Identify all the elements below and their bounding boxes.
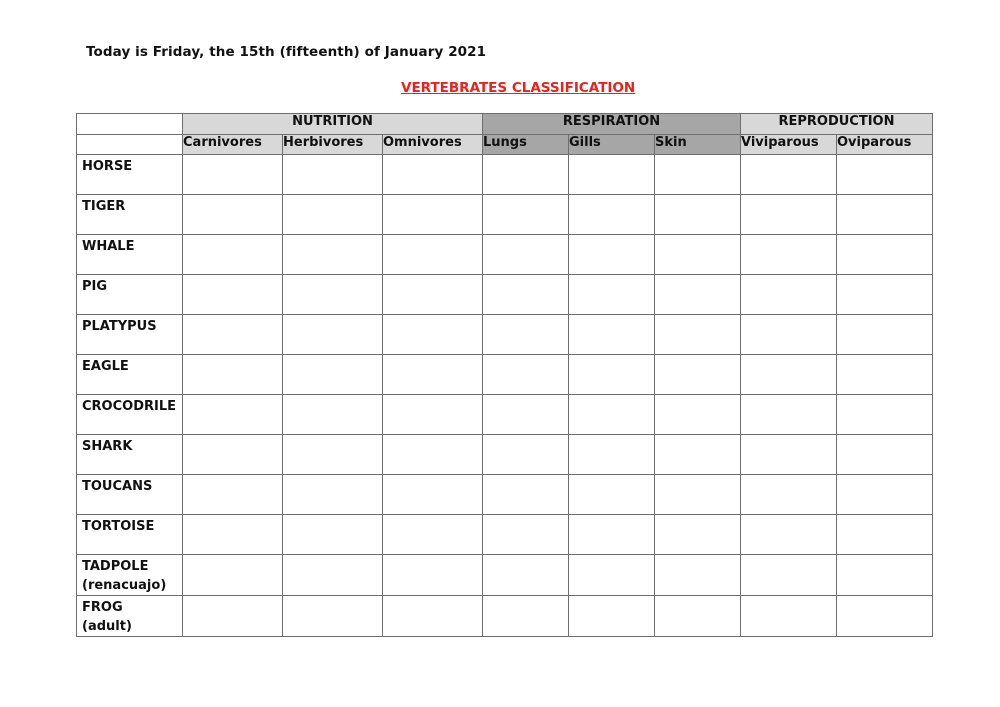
table-row xyxy=(77,475,933,515)
answer-cell-lungs[interactable] xyxy=(483,355,569,395)
table-body xyxy=(77,155,933,637)
answer-cell-oviparous[interactable] xyxy=(837,155,933,195)
classification-table xyxy=(76,113,933,637)
answer-cell-viviparous[interactable] xyxy=(741,555,837,596)
answer-cell-lungs[interactable] xyxy=(483,315,569,355)
answer-cell-omnivores[interactable] xyxy=(383,155,483,195)
answer-cell-oviparous[interactable] xyxy=(837,596,933,637)
column-header-oviparous: Oviparous xyxy=(837,135,933,155)
answer-cell-gills[interactable] xyxy=(569,275,655,315)
answer-cell-skin[interactable] xyxy=(655,475,741,515)
group-header-nutrition: NUTRITION xyxy=(183,114,483,135)
answer-cell-herbivores[interactable] xyxy=(283,155,383,195)
answer-cell-lungs[interactable] xyxy=(483,395,569,435)
corner-cell-lower xyxy=(77,135,183,155)
answer-cell-herbivores[interactable] xyxy=(283,596,383,637)
answer-cell-skin[interactable] xyxy=(655,315,741,355)
answer-cell-omnivores[interactable] xyxy=(383,315,483,355)
animal-label xyxy=(77,515,183,555)
answer-cell-gills[interactable] xyxy=(569,235,655,275)
answer-cell-viviparous[interactable] xyxy=(741,596,837,637)
answer-cell-viviparous[interactable] xyxy=(741,275,837,315)
column-header-lungs: Lungs xyxy=(483,135,569,155)
animal-name: SHARK xyxy=(82,439,133,454)
answer-cell-lungs[interactable] xyxy=(483,235,569,275)
answer-cell-carnivores[interactable] xyxy=(183,475,283,515)
answer-cell-lungs[interactable] xyxy=(483,555,569,596)
answer-cell-lungs[interactable] xyxy=(483,475,569,515)
answer-cell-gills[interactable] xyxy=(569,355,655,395)
answer-cell-omnivores[interactable] xyxy=(383,275,483,315)
answer-cell-gills[interactable] xyxy=(569,555,655,596)
table-row xyxy=(77,235,933,275)
answer-cell-oviparous[interactable] xyxy=(837,395,933,435)
answer-cell-carnivores[interactable] xyxy=(183,315,283,355)
answer-cell-oviparous[interactable] xyxy=(837,275,933,315)
column-header-viviparous: Viviparous xyxy=(741,135,837,155)
answer-cell-skin[interactable] xyxy=(655,355,741,395)
answer-cell-omnivores[interactable] xyxy=(383,515,483,555)
answer-cell-herbivores[interactable] xyxy=(283,555,383,596)
answer-cell-viviparous[interactable] xyxy=(741,155,837,195)
answer-cell-lungs[interactable] xyxy=(483,596,569,637)
answer-cell-oviparous[interactable] xyxy=(837,475,933,515)
answer-cell-herbivores[interactable] xyxy=(283,275,383,315)
corner-cell xyxy=(77,114,183,135)
table-row xyxy=(77,596,933,637)
answer-cell-viviparous[interactable] xyxy=(741,475,837,515)
answer-cell-lungs[interactable] xyxy=(483,435,569,475)
answer-cell-herbivores[interactable] xyxy=(283,435,383,475)
answer-cell-skin[interactable] xyxy=(655,275,741,315)
answer-cell-herbivores[interactable] xyxy=(283,475,383,515)
table-row xyxy=(77,315,933,355)
animal-label xyxy=(77,235,183,275)
answer-cell-oviparous[interactable] xyxy=(837,555,933,596)
answer-cell-herbivores[interactable] xyxy=(283,395,383,435)
answer-cell-herbivores[interactable] xyxy=(283,195,383,235)
animal-name: TIGER xyxy=(82,199,126,214)
animal-name: FROG (adult) xyxy=(82,600,132,634)
answer-cell-skin[interactable] xyxy=(655,195,741,235)
answer-cell-gills[interactable] xyxy=(569,435,655,475)
group-header-reproduction: REPRODUCTION xyxy=(741,114,933,135)
answer-cell-omnivores[interactable] xyxy=(383,355,483,395)
table-row xyxy=(77,155,933,195)
animal-label xyxy=(77,275,183,315)
animal-label xyxy=(77,355,183,395)
animal-name: CROCODRILE xyxy=(82,399,176,414)
animal-name: TORTOISE xyxy=(82,519,155,534)
answer-cell-gills[interactable] xyxy=(569,395,655,435)
animal-label xyxy=(77,555,183,596)
answer-cell-lungs[interactable] xyxy=(483,275,569,315)
answer-cell-skin[interactable] xyxy=(655,155,741,195)
animal-label xyxy=(77,395,183,435)
column-header-herbivores: Herbivores xyxy=(283,135,383,155)
answer-cell-gills[interactable] xyxy=(569,195,655,235)
answer-cell-herbivores[interactable] xyxy=(283,235,383,275)
column-header-carnivores: Carnivores xyxy=(183,135,283,155)
animal-name: PLATYPUS xyxy=(82,319,157,334)
answer-cell-omnivores[interactable] xyxy=(383,596,483,637)
animal-note: (renacuajo) xyxy=(82,578,167,593)
answer-cell-carnivores[interactable] xyxy=(183,235,283,275)
answer-cell-omnivores[interactable] xyxy=(383,475,483,515)
answer-cell-viviparous[interactable] xyxy=(741,355,837,395)
answer-cell-omnivores[interactable] xyxy=(383,235,483,275)
animal-name: WHALE xyxy=(82,239,135,254)
table-row xyxy=(77,395,933,435)
animal-label xyxy=(77,475,183,515)
answer-cell-viviparous[interactable] xyxy=(741,195,837,235)
answer-cell-lungs[interactable] xyxy=(483,155,569,195)
answer-cell-omnivores[interactable] xyxy=(383,395,483,435)
answer-cell-gills[interactable] xyxy=(569,475,655,515)
answer-cell-lungs[interactable] xyxy=(483,515,569,555)
animal-label xyxy=(77,596,183,637)
answer-cell-gills[interactable] xyxy=(569,315,655,355)
answer-cell-carnivores[interactable] xyxy=(183,195,283,235)
animal-label xyxy=(77,195,183,235)
answer-cell-omnivores[interactable] xyxy=(383,555,483,596)
answer-cell-viviparous[interactable] xyxy=(741,515,837,555)
answer-cell-herbivores[interactable] xyxy=(283,515,383,555)
column-header-gills: Gills xyxy=(569,135,655,155)
answer-cell-gills[interactable] xyxy=(569,155,655,195)
table-row xyxy=(77,435,933,475)
answer-cell-omnivores[interactable] xyxy=(383,195,483,235)
column-header-skin: Skin xyxy=(655,135,741,155)
animal-name: EAGLE xyxy=(82,359,129,374)
answer-cell-oviparous[interactable] xyxy=(837,195,933,235)
animal-name: TADPOLE xyxy=(82,559,149,574)
answer-cell-skin[interactable] xyxy=(655,235,741,275)
animal-label xyxy=(77,435,183,475)
answer-cell-carnivores[interactable] xyxy=(183,596,283,637)
answer-cell-carnivores[interactable] xyxy=(183,435,283,475)
worksheet-title: VERTEBRATES CLASSIFICATION xyxy=(401,80,636,96)
answer-cell-herbivores[interactable] xyxy=(283,315,383,355)
animal-name: HORSE xyxy=(82,159,133,174)
answer-cell-viviparous[interactable] xyxy=(741,395,837,435)
answer-cell-carnivores[interactable] xyxy=(183,555,283,596)
answer-cell-viviparous[interactable] xyxy=(741,435,837,475)
table-row xyxy=(77,355,933,395)
answer-cell-viviparous[interactable] xyxy=(741,315,837,355)
answer-cell-skin[interactable] xyxy=(655,435,741,475)
answer-cell-herbivores[interactable] xyxy=(283,355,383,395)
answer-cell-skin[interactable] xyxy=(655,395,741,435)
table-row xyxy=(77,275,933,315)
table-row xyxy=(77,515,933,555)
answer-cell-carnivores[interactable] xyxy=(183,275,283,315)
answer-cell-carnivores[interactable] xyxy=(183,155,283,195)
answer-cell-lungs[interactable] xyxy=(483,195,569,235)
answer-cell-carnivores[interactable] xyxy=(183,515,283,555)
answer-cell-oviparous[interactable] xyxy=(837,235,933,275)
answer-cell-oviparous[interactable] xyxy=(837,515,933,555)
date-line: Today is Friday, the 15th (fifteenth) of January 2021 xyxy=(86,44,487,60)
answer-cell-oviparous[interactable] xyxy=(837,315,933,355)
group-header-respiration: RESPIRATION xyxy=(483,114,741,135)
animal-name: PIG xyxy=(82,279,108,294)
answer-cell-gills[interactable] xyxy=(569,515,655,555)
answer-cell-carnivores[interactable] xyxy=(183,355,283,395)
animal-label xyxy=(77,315,183,355)
answer-cell-gills[interactable] xyxy=(569,596,655,637)
table-row xyxy=(77,555,933,596)
column-header-omnivores: Omnivores xyxy=(383,135,483,155)
answer-cell-viviparous[interactable] xyxy=(741,235,837,275)
answer-cell-carnivores[interactable] xyxy=(183,395,283,435)
answer-cell-omnivores[interactable] xyxy=(383,435,483,475)
answer-cell-oviparous[interactable] xyxy=(837,435,933,475)
answer-cell-oviparous[interactable] xyxy=(837,355,933,395)
animal-name: TOUCANS xyxy=(82,479,153,494)
animal-label xyxy=(77,155,183,195)
answer-cell-skin[interactable] xyxy=(655,555,741,596)
answer-cell-skin[interactable] xyxy=(655,515,741,555)
answer-cell-skin[interactable] xyxy=(655,596,741,637)
table-row xyxy=(77,195,933,235)
